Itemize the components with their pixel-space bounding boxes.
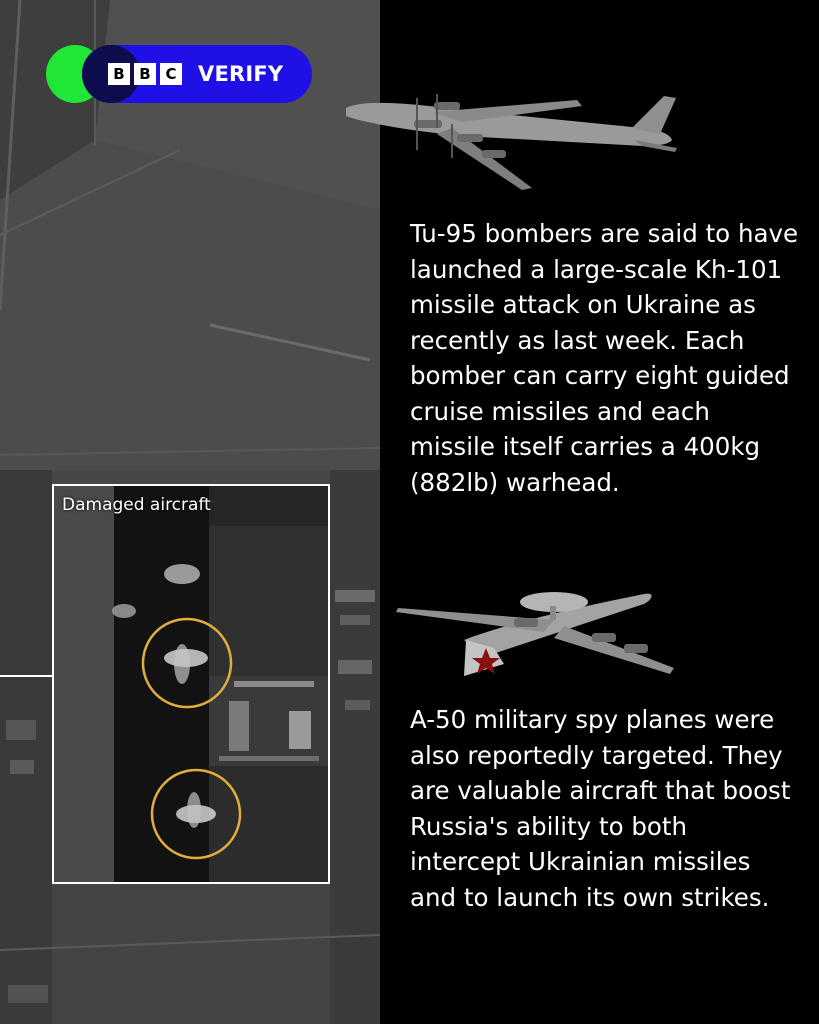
inset-leader-line	[0, 675, 52, 677]
a-50-description: A-50 military spy planes were also reportedly targeted. They are valuable aircraft that boost Russia's ability to both intercept Ukrainian missiles and to launch its own strikes.	[410, 705, 791, 912]
bbc-block-c: C	[160, 63, 182, 85]
inset-satellite-image	[54, 486, 328, 882]
bbc-block-b2: B	[134, 63, 156, 85]
verify-wordmark: VERIFY	[198, 62, 284, 86]
damaged-aircraft-inset	[52, 484, 330, 884]
inset-label: Damaged aircraft	[62, 495, 211, 515]
bbc-block-b1: B	[108, 63, 130, 85]
bbc-blocks	[108, 63, 182, 85]
a-50-spy-plane-image	[394, 578, 684, 680]
tu-95-description: Tu-95 bombers are said to have launched a large-scale Kh-101 missile attack on Ukraine as recently as last week. Each bomber can carry eight guided cruise missiles and each missile itself carries a 400kg (882lb) warhead.	[410, 219, 799, 497]
bbc-verify-logo	[46, 45, 312, 103]
tu-95-bomber-image	[342, 88, 682, 193]
